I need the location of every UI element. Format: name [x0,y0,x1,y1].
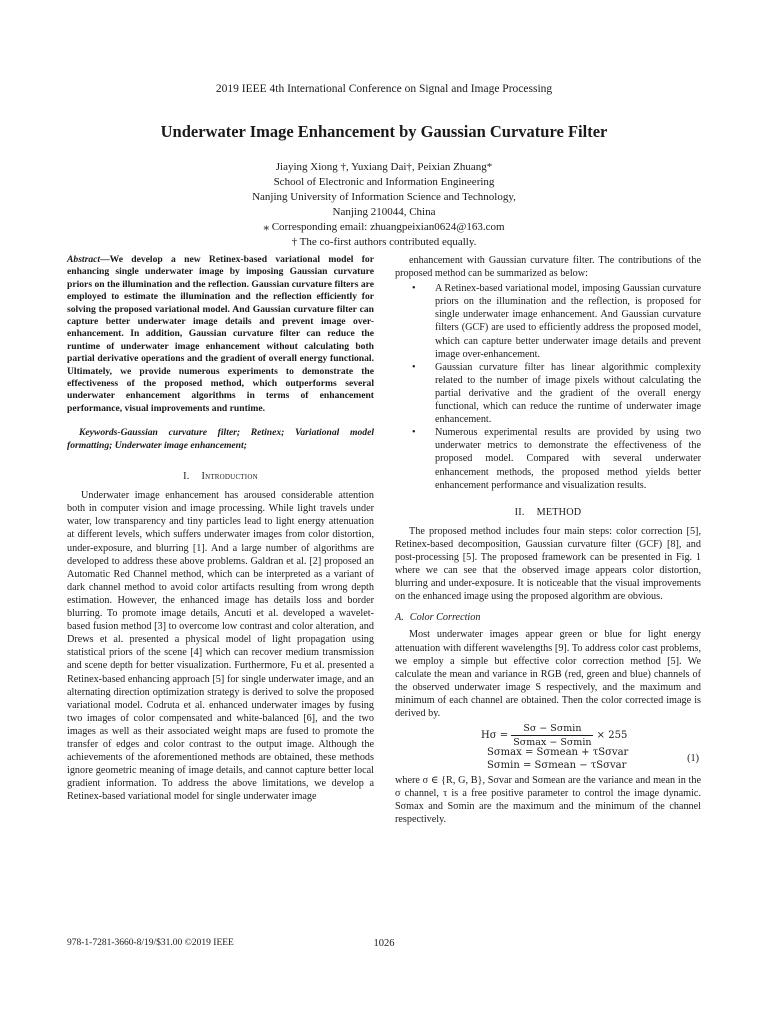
equation-numerator: Sσ − Sσmin [511,722,593,736]
equation-explanation: where σ ∈ {R, G, B}, Sσvar and Sσmean are the variance and mean in the σ channel, τ is a free positive parameter to control the image dynamic. Sσmax and Sσmin are the maximum and the minimum of the channel respectively. [395,775,701,826]
contribution-text: Gaussian curvature filter has linear algorithmic complexity related to the number of image pixels without calculating the partial derivative and the gradient of the overall energy functional, which can reduce the runtime of underwater image enhancement. [435,361,701,426]
right-column [395,254,701,826]
affiliation-line-2: Nanjing University of Information Science and Technology, [252,191,516,203]
abstract [67,254,374,415]
list-item [395,282,701,361]
author-names: Jiaying Xiong †, Yuxiang Dai†, Peixian Zhuang* [275,161,493,173]
bullet-icon: • [412,283,416,295]
affiliation-line-3: Nanjing 210044, China [332,206,436,218]
keywords: Keywords-Gaussian curvature filter; Retinex; Variational model formatting; Underwater image enhancement; [67,427,374,451]
subsection-letter: A. [395,612,404,624]
section-heading-method [395,506,701,519]
equation-line-2: Sσmax = Sσmean + τSσvar [487,747,629,759]
cofirst-note: † The co-first authors contributed equally. [291,236,477,248]
bullet-icon: • [412,361,416,373]
abstract-text: —We develop a new Retinex-based variational model for enhancing single underwater image by imposing Gaussian curvature priors on the illumination and the reflection. Gaussian curvature filters are employed to estimate the illumination and the reflection efficiently for solving the proposed variational model. And Gaussian curvature filter can capture better underwater image details and prevent image over-enhancement. In addition, Gaussian curvature filter can reduce the runtime of underwater image enhancement without calculating both partial derivative operations and the gradient of overall energy functional. Ultimately, we provide numerous experiments to demonstrate the effectiveness of the proposed method, which outperforms several underwater enhancement algorithms in terms of enhancement performance, visual improvements and runtime. [67,254,374,414]
corresponding-email: ⁎ Corresponding email: zhuangpeixian0624@163.com [263,221,505,233]
contributions-list [395,282,701,492]
page-number: 1026 [373,938,395,949]
section-title: METHOD [536,506,582,518]
author-block [0,160,768,250]
conference-header: 2019 IEEE 4th International Conference on Signal and Image Processing [215,83,553,95]
equation-line-3: Sσmin = Sσmean − τSσvar [487,760,627,772]
introduction-paragraph: Underwater image enhancement has aroused considerable attention both in computer vision and image processing. While light travels under water, low transparency and tiny particles lead to light energy attenuation at different levels, which suffers underwater images from color distortion, under-exposure, and blurring [1]. And a large number of algorithms are developed to address these above problems. Galdran et al. [2] proposed an Automatic Red Channel method, which can be interpreted as a variant of dark channel method to avoid color artifacts resulting from wrong depth estimation. However, the enhanced image has details loss and border blurring. To promote image details, Ancuti et al. developed a wavelet-based fusion method [3] to overcome low contrast and color alteration, and Drews et al. presented a physical model of light propagation using statistical priors of the scene [4] which can recover medium transmission and scene depth for better visualization. Furthermore, Fu et al. presented a Retinex-based enhancing approach [5] for single underwater image, and an alternating direction optimization strategy is derived to solve the proposed variational model. Codruta et al. enhanced underwater images by fusing two images of color compensated and white-balanced [6], and the two images as well as their associated weight maps are fused to promote the transfer of edges and color contrast to the output image. Although the achievements of the aforementioned methods are obtained, these methods ignore geometric meaning of image details, and cannot capture better local gradient information. To address the above limitations, we develop a Retinex-based variational model for single underwater image [67,490,374,803]
equation-1 [395,722,701,774]
equation-factor: × 255 [596,730,628,742]
method-paragraph: The proposed method includes four main steps: color correction [5], Retinex-based decomposition, Gaussian curvature filter (GCF) [8], and post-processing [5]. The proposed framework can be presented in Fig. 1 where we can see that the observed image appears color distortion, blurring and under-exposure. It is noticeable that the visual improvements on the enhanced image using the proposed algorithm are obvious. [395,525,701,603]
paper-title: Underwater Image Enhancement by Gaussian Curvature Filter [160,122,608,141]
left-column [67,254,374,803]
list-item [395,361,701,426]
introduction-continuation: enhancement with Gaussian curvature filter. The contributions of the proposed method can be summarized as below: [395,255,701,280]
section-number: I. [183,471,190,483]
abstract-label: Abstract [67,254,101,265]
equation-lhs: Hσ = [481,730,509,742]
subsection-title: Color Correction [409,612,481,624]
affiliation-line-1: School of Electronic and Information Engineering [273,176,495,188]
bullet-icon: • [412,427,416,439]
contribution-text: A Retinex-based variational model, imposing Gaussian curvature priors on the illumination and the reflection, is proposed for single underwater image enhancement. And Gaussian curvature filters (GCF) are used to efficiently address the proposed model, which can capture better underwater image details and prevent image over-enhancement. [435,283,701,360]
color-correction-paragraph: Most underwater images appear green or blue for light energy attenuation with different wavelengths [9]. To address color cast problems, we employ a simple but effective color correction method [5]. We calculate the mean and variance in RGB (red, green and blue) channels of the observed underwater image S respectively, and the maximum and minimum of each channel are obtained. Then the color corrected image is derived by. [395,629,701,719]
contribution-text: Numerous experimental results are provided by using two underwater metrics to demonstrate the effectiveness of the proposed model. Compared with several underwater enhancement methods, the proposed method yields better enhancement performance and visualization results. [435,427,701,491]
section-title: Introduction [201,471,258,483]
equation-denominator: Sσmax − Sσmin [513,737,592,749]
section-heading-introduction [67,470,374,483]
section-number: II. [514,506,525,518]
subsection-heading-color-correction [395,611,701,624]
footer-isbn: 978-1-7281-3660-8/19/$31.00 ©2019 IEEE [67,938,234,948]
list-item [395,426,701,491]
equation-number: (1) [687,753,699,765]
